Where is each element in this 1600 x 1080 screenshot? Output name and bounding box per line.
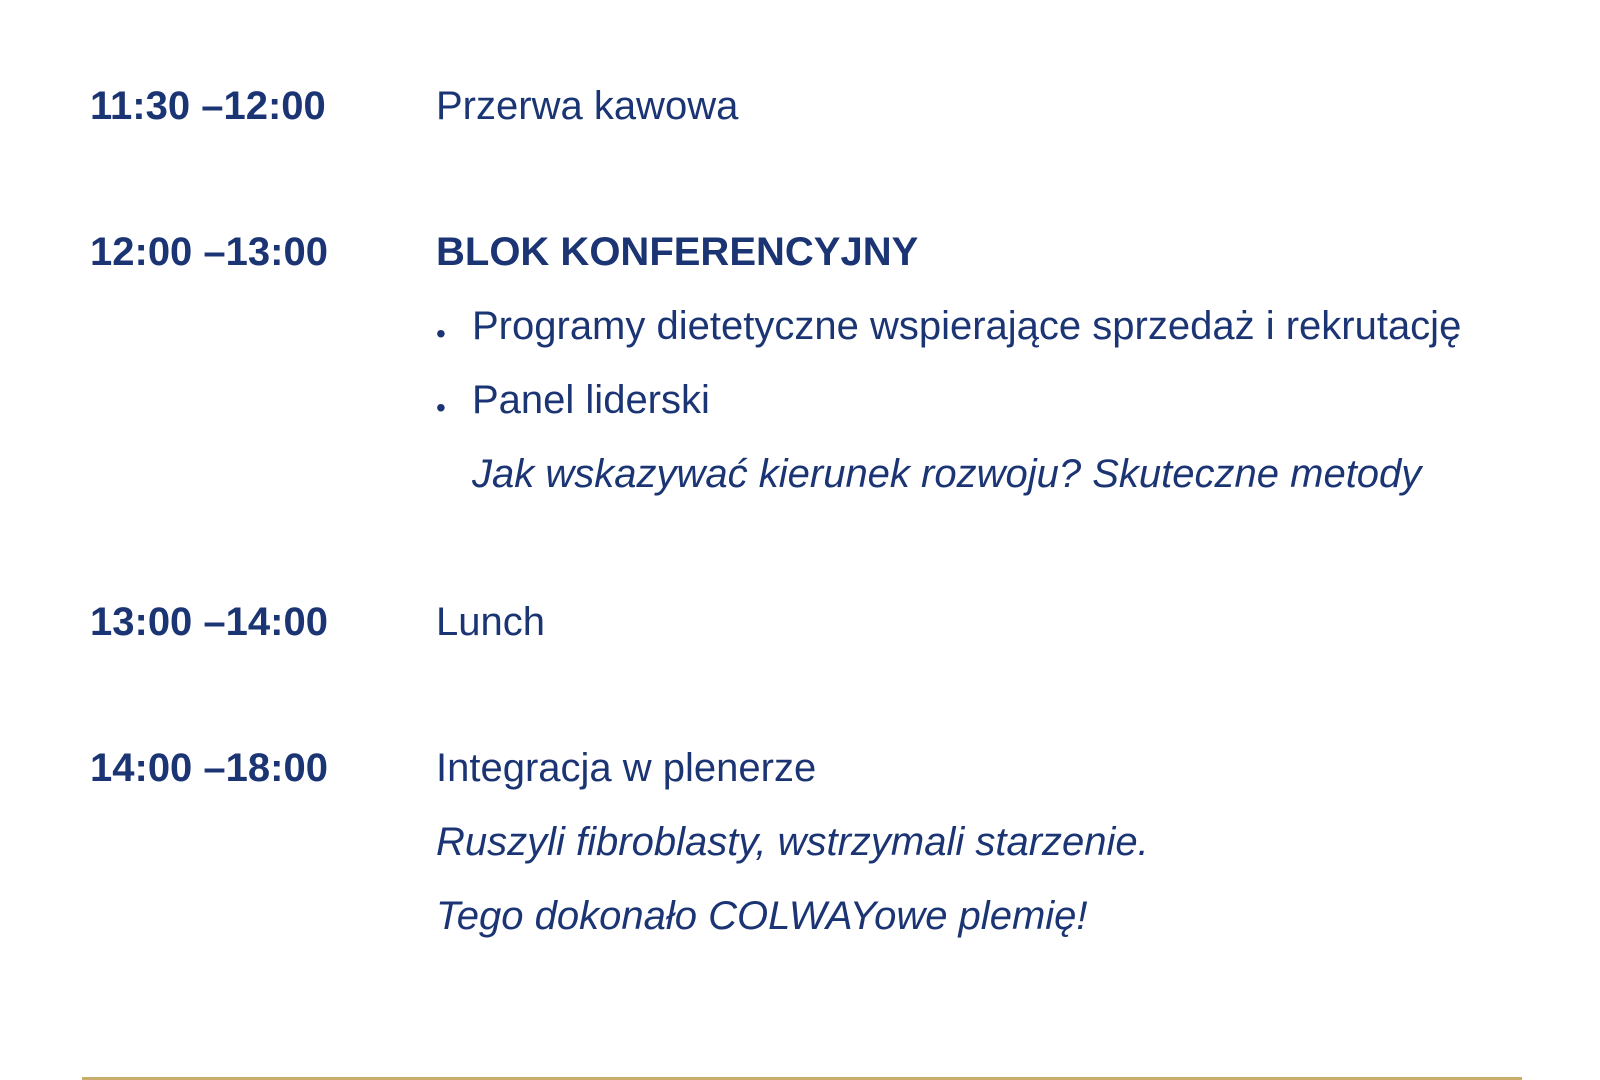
- bullet-icon: •: [436, 318, 446, 349]
- session-title-1: Przerwa kawowa: [436, 84, 739, 128]
- session-item-1: Programy dietetyczne wspierające sprzedaż i rekrutację: [472, 304, 1462, 348]
- session-note-2: Tego dokonało COLWAYowe plemię!: [436, 894, 1088, 938]
- session-title-3: Lunch: [436, 600, 545, 644]
- session-item-note: Jak wskazywać kierunek rozwoju? Skuteczne metody: [472, 452, 1422, 496]
- time-range-1: 11:30 –12:00: [90, 84, 326, 128]
- time-range-3: 13:00 –14:00: [90, 600, 328, 644]
- time-range-4: 14:00 –18:00: [90, 746, 328, 790]
- bullet-icon: •: [436, 392, 446, 423]
- session-title-2: BLOK KONFERENCYJNY: [436, 230, 919, 274]
- session-item-2: Panel liderski: [472, 378, 710, 422]
- time-range-2: 12:00 –13:00: [90, 230, 328, 274]
- session-note-1: Ruszyli fibroblasty, wstrzymali starzenie.: [436, 820, 1149, 864]
- session-title-4: Integracja w plenerze: [436, 746, 817, 790]
